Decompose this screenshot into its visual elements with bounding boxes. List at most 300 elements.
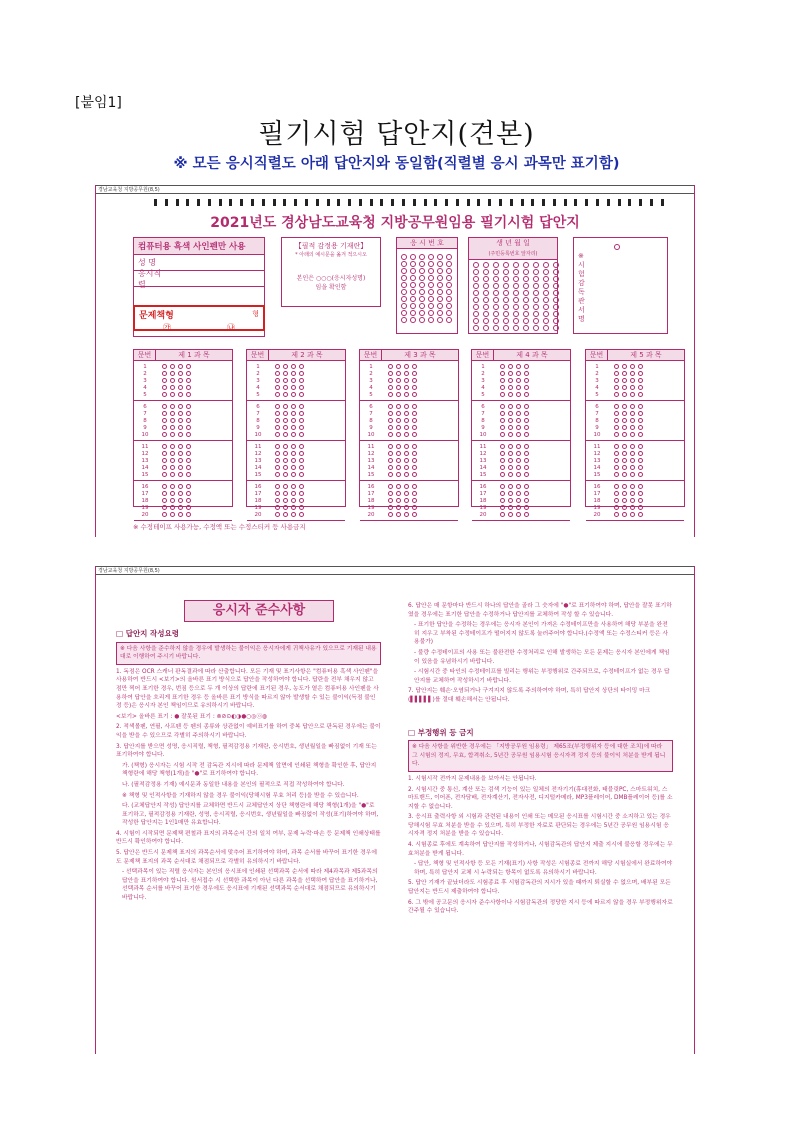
answer-bubble[interactable] [299,392,304,397]
answer-bubble[interactable] [388,432,393,437]
answer-bubble[interactable] [622,411,627,416]
bubble[interactable] [446,261,452,267]
bubble[interactable] [493,269,499,275]
answer-bubble[interactable] [404,472,409,477]
answer-bubble[interactable] [388,418,393,423]
bubble[interactable] [401,282,407,288]
answer-bubble[interactable] [614,371,619,376]
answer-bubble[interactable] [299,498,304,503]
answer-bubble[interactable] [275,385,280,390]
answer-bubble[interactable] [630,444,635,449]
answer-bubble[interactable] [524,512,529,517]
bubble[interactable] [473,297,479,303]
bubble[interactable] [419,289,425,295]
bubble[interactable] [553,290,559,296]
bubble[interactable] [446,296,452,302]
bubble[interactable] [437,282,443,288]
answer-bubble[interactable] [283,458,288,463]
answer-bubble[interactable] [283,418,288,423]
bubble[interactable] [473,304,479,310]
answer-bubble[interactable] [638,458,643,463]
bubble[interactable] [401,268,407,274]
bubble[interactable] [419,275,425,281]
answer-bubble[interactable] [186,392,191,397]
bubble[interactable] [473,311,479,317]
answer-bubble[interactable] [275,484,280,489]
answer-bubble[interactable] [275,378,280,383]
answer-bubble[interactable] [275,458,280,463]
answer-bubble[interactable] [516,491,521,496]
bubble[interactable] [523,276,529,282]
bubble[interactable] [401,317,407,323]
answer-bubble[interactable] [500,458,505,463]
answer-bubble[interactable] [508,491,513,496]
answer-bubble[interactable] [170,512,175,517]
bubble[interactable] [503,269,509,275]
bubble[interactable] [533,269,539,275]
answer-bubble[interactable] [162,505,167,510]
answer-bubble[interactable] [170,484,175,489]
answer-bubble[interactable] [404,385,409,390]
answer-bubble[interactable] [524,491,529,496]
answer-bubble[interactable] [178,472,183,477]
answer-bubble[interactable] [622,432,627,437]
answer-bubble[interactable] [614,498,619,503]
answer-bubble[interactable] [162,404,167,409]
answer-bubble[interactable] [283,512,288,517]
answer-bubble[interactable] [291,498,296,503]
answer-bubble[interactable] [622,512,627,517]
answer-bubble[interactable] [299,465,304,470]
answer-bubble[interactable] [516,392,521,397]
answer-bubble[interactable] [638,364,643,369]
answer-bubble[interactable] [170,371,175,376]
answer-bubble[interactable] [630,472,635,477]
answer-bubble[interactable] [412,404,417,409]
bubble[interactable] [533,325,539,331]
answer-bubble[interactable] [162,512,167,517]
answer-bubble[interactable] [412,371,417,376]
bubble[interactable] [401,296,407,302]
bubble[interactable] [437,310,443,316]
bubble[interactable] [401,261,407,267]
answer-bubble[interactable] [162,385,167,390]
bubble[interactable] [428,296,434,302]
answer-bubble[interactable] [524,385,529,390]
answer-bubble[interactable] [508,364,513,369]
bubble[interactable] [446,289,452,295]
answer-bubble[interactable] [630,491,635,496]
answer-bubble[interactable] [275,512,280,517]
bubble[interactable] [437,268,443,274]
answer-bubble[interactable] [404,371,409,376]
answer-bubble[interactable] [186,451,191,456]
bubble[interactable] [553,276,559,282]
answer-bubble[interactable] [630,432,635,437]
answer-bubble[interactable] [524,378,529,383]
answer-bubble[interactable] [178,484,183,489]
answer-bubble[interactable] [275,364,280,369]
answer-bubble[interactable] [508,451,513,456]
bubble[interactable] [533,304,539,310]
answer-bubble[interactable] [412,418,417,423]
answer-bubble[interactable] [622,498,627,503]
bubble[interactable] [437,254,443,260]
bubble[interactable] [503,318,509,324]
bubble[interactable] [523,318,529,324]
answer-bubble[interactable] [412,498,417,503]
answer-bubble[interactable] [396,458,401,463]
answer-bubble[interactable] [404,392,409,397]
bubble[interactable] [446,303,452,309]
answer-bubble[interactable] [516,364,521,369]
answer-bubble[interactable] [404,505,409,510]
answer-bubble[interactable] [638,465,643,470]
answer-bubble[interactable] [299,472,304,477]
answer-bubble[interactable] [638,411,643,416]
answer-bubble[interactable] [170,465,175,470]
answer-bubble[interactable] [299,364,304,369]
answer-bubble[interactable] [186,371,191,376]
answer-bubble[interactable] [291,404,296,409]
answer-bubble[interactable] [178,512,183,517]
bubble[interactable] [543,283,549,289]
answer-bubble[interactable] [170,472,175,477]
answer-bubble[interactable] [524,425,529,430]
answer-bubble[interactable] [396,498,401,503]
answer-bubble[interactable] [630,411,635,416]
answer-bubble[interactable] [291,512,296,517]
answer-bubble[interactable] [524,371,529,376]
bubble[interactable] [419,296,425,302]
answer-bubble[interactable] [178,371,183,376]
answer-bubble[interactable] [283,505,288,510]
bubble[interactable] [523,304,529,310]
bubble[interactable] [410,261,416,267]
answer-bubble[interactable] [622,364,627,369]
answer-bubble[interactable] [508,385,513,390]
answer-bubble[interactable] [388,505,393,510]
answer-bubble[interactable] [186,505,191,510]
bubble[interactable] [513,304,519,310]
bubble[interactable] [543,297,549,303]
answer-bubble[interactable] [388,512,393,517]
answer-bubble[interactable] [170,425,175,430]
answer-bubble[interactable] [178,498,183,503]
answer-bubble[interactable] [178,418,183,423]
answer-bubble[interactable] [170,451,175,456]
answer-bubble[interactable] [283,484,288,489]
answer-bubble[interactable] [500,385,505,390]
bubble[interactable] [523,269,529,275]
answer-bubble[interactable] [412,505,417,510]
answer-bubble[interactable] [178,451,183,456]
answer-bubble[interactable] [630,498,635,503]
answer-bubble[interactable] [299,458,304,463]
answer-bubble[interactable] [404,364,409,369]
answer-bubble[interactable] [500,371,505,376]
answer-bubble[interactable] [500,364,505,369]
answer-bubble[interactable] [291,451,296,456]
bubble[interactable] [523,297,529,303]
answer-bubble[interactable] [614,465,619,470]
answer-bubble[interactable] [396,472,401,477]
answer-bubble[interactable] [516,404,521,409]
bubble[interactable] [419,282,425,288]
answer-bubble[interactable] [516,444,521,449]
bubble[interactable] [483,304,489,310]
answer-bubble[interactable] [283,451,288,456]
bubble[interactable] [437,261,443,267]
answer-bubble[interactable] [404,418,409,423]
bubble[interactable] [553,297,559,303]
answer-bubble[interactable] [186,491,191,496]
answer-bubble[interactable] [412,465,417,470]
bubble[interactable] [419,261,425,267]
bubble[interactable] [410,310,416,316]
answer-bubble[interactable] [524,472,529,477]
bubble[interactable] [523,311,529,317]
answer-bubble[interactable] [638,472,643,477]
answer-bubble[interactable] [162,425,167,430]
answer-bubble[interactable] [396,512,401,517]
answer-bubble[interactable] [162,418,167,423]
answer-bubble[interactable] [170,432,175,437]
bubble[interactable] [523,325,529,331]
answer-bubble[interactable] [388,385,393,390]
bubble[interactable] [493,262,499,268]
answer-bubble[interactable] [162,444,167,449]
answer-bubble[interactable] [178,378,183,383]
answer-bubble[interactable] [275,392,280,397]
answer-bubble[interactable] [524,458,529,463]
answer-bubble[interactable] [404,404,409,409]
bubble[interactable] [483,276,489,282]
answer-bubble[interactable] [162,472,167,477]
answer-bubble[interactable] [412,432,417,437]
bubble[interactable] [446,317,452,323]
answer-bubble[interactable] [396,364,401,369]
answer-bubble[interactable] [630,512,635,517]
answer-bubble[interactable] [388,404,393,409]
answer-bubble[interactable] [516,451,521,456]
answer-bubble[interactable] [508,378,513,383]
answer-bubble[interactable] [638,418,643,423]
answer-bubble[interactable] [178,364,183,369]
bubble[interactable] [553,269,559,275]
bubble[interactable] [428,282,434,288]
bubble[interactable] [428,310,434,316]
bubble[interactable] [401,310,407,316]
answer-bubble[interactable] [500,404,505,409]
answer-bubble[interactable] [283,498,288,503]
answer-bubble[interactable] [404,465,409,470]
answer-bubble[interactable] [170,392,175,397]
bubble[interactable] [513,262,519,268]
bubble[interactable] [410,303,416,309]
answer-bubble[interactable] [638,425,643,430]
bubble[interactable] [503,325,509,331]
answer-bubble[interactable] [283,472,288,477]
answer-bubble[interactable] [178,505,183,510]
answer-bubble[interactable] [283,404,288,409]
answer-bubble[interactable] [638,451,643,456]
answer-bubble[interactable] [404,425,409,430]
bubble[interactable] [410,268,416,274]
answer-bubble[interactable] [186,425,191,430]
answer-bubble[interactable] [524,364,529,369]
answer-bubble[interactable] [630,392,635,397]
bubble[interactable] [513,311,519,317]
answer-bubble[interactable] [638,491,643,496]
answer-bubble[interactable] [412,392,417,397]
bubble[interactable] [419,303,425,309]
answer-bubble[interactable] [162,491,167,496]
answer-bubble[interactable] [291,472,296,477]
answer-bubble[interactable] [299,404,304,409]
answer-bubble[interactable] [524,404,529,409]
bubble[interactable] [553,262,559,268]
answer-bubble[interactable] [186,458,191,463]
bubble[interactable] [523,262,529,268]
answer-bubble[interactable] [178,444,183,449]
bubble[interactable] [553,325,559,331]
bubble[interactable] [437,317,443,323]
answer-bubble[interactable] [186,364,191,369]
bubble[interactable] [410,282,416,288]
answer-bubble[interactable] [630,371,635,376]
bubble[interactable] [553,283,559,289]
bubble[interactable] [446,254,452,260]
bubble[interactable] [553,311,559,317]
answer-bubble[interactable] [516,472,521,477]
answer-bubble[interactable] [404,458,409,463]
answer-bubble[interactable] [283,425,288,430]
booklet-option-a[interactable]: ㉮ [163,323,171,332]
answer-bubble[interactable] [186,378,191,383]
bubble[interactable] [553,318,559,324]
answer-bubble[interactable] [388,425,393,430]
answer-bubble[interactable] [396,385,401,390]
answer-bubble[interactable] [291,385,296,390]
answer-bubble[interactable] [404,451,409,456]
answer-bubble[interactable] [291,392,296,397]
answer-bubble[interactable] [404,491,409,496]
answer-bubble[interactable] [630,484,635,489]
answer-bubble[interactable] [388,498,393,503]
answer-bubble[interactable] [508,425,513,430]
answer-bubble[interactable] [186,432,191,437]
bubble[interactable] [513,325,519,331]
answer-bubble[interactable] [508,512,513,517]
bubble[interactable] [446,310,452,316]
bubble[interactable] [543,304,549,310]
bubble[interactable] [473,290,479,296]
answer-bubble[interactable] [500,465,505,470]
answer-bubble[interactable] [275,465,280,470]
answer-bubble[interactable] [283,378,288,383]
answer-bubble[interactable] [630,465,635,470]
answer-bubble[interactable] [388,371,393,376]
answer-bubble[interactable] [622,444,627,449]
answer-bubble[interactable] [275,411,280,416]
answer-bubble[interactable] [614,418,619,423]
answer-bubble[interactable] [630,451,635,456]
bubble[interactable] [437,296,443,302]
answer-bubble[interactable] [283,444,288,449]
answer-bubble[interactable] [388,378,393,383]
answer-bubble[interactable] [614,505,619,510]
bubble[interactable] [513,318,519,324]
bubble[interactable] [513,297,519,303]
answer-bubble[interactable] [275,444,280,449]
answer-bubble[interactable] [170,418,175,423]
answer-bubble[interactable] [299,444,304,449]
answer-bubble[interactable] [170,364,175,369]
bubble[interactable] [437,289,443,295]
answer-bubble[interactable] [396,491,401,496]
answer-bubble[interactable] [500,451,505,456]
answer-bubble[interactable] [299,411,304,416]
bubble[interactable] [503,262,509,268]
bubble[interactable] [419,317,425,323]
answer-bubble[interactable] [299,484,304,489]
answer-bubble[interactable] [614,364,619,369]
answer-bubble[interactable] [516,498,521,503]
answer-bubble[interactable] [396,425,401,430]
bubble[interactable] [513,269,519,275]
answer-bubble[interactable] [388,472,393,477]
answer-bubble[interactable] [404,444,409,449]
answer-bubble[interactable] [283,371,288,376]
answer-bubble[interactable] [614,444,619,449]
answer-bubble[interactable] [630,425,635,430]
bubble[interactable] [543,290,549,296]
bubble[interactable] [533,311,539,317]
answer-bubble[interactable] [404,378,409,383]
bubble[interactable] [493,318,499,324]
answer-bubble[interactable] [178,385,183,390]
answer-bubble[interactable] [500,432,505,437]
answer-bubble[interactable] [524,484,529,489]
answer-bubble[interactable] [508,432,513,437]
bubble[interactable] [543,311,549,317]
bubble[interactable] [493,276,499,282]
answer-bubble[interactable] [283,392,288,397]
answer-bubble[interactable] [275,491,280,496]
bubble[interactable] [437,303,443,309]
answer-bubble[interactable] [186,418,191,423]
answer-bubble[interactable] [275,404,280,409]
answer-bubble[interactable] [622,378,627,383]
answer-bubble[interactable] [186,472,191,477]
bubble[interactable] [483,297,489,303]
answer-bubble[interactable] [291,491,296,496]
answer-bubble[interactable] [516,411,521,416]
answer-bubble[interactable] [614,512,619,517]
answer-bubble[interactable] [299,378,304,383]
answer-bubble[interactable] [516,458,521,463]
bubble[interactable] [503,297,509,303]
bubble[interactable] [446,282,452,288]
answer-bubble[interactable] [500,505,505,510]
answer-bubble[interactable] [404,498,409,503]
answer-bubble[interactable] [291,411,296,416]
answer-bubble[interactable] [614,432,619,437]
answer-bubble[interactable] [170,491,175,496]
answer-bubble[interactable] [622,458,627,463]
answer-bubble[interactable] [404,484,409,489]
